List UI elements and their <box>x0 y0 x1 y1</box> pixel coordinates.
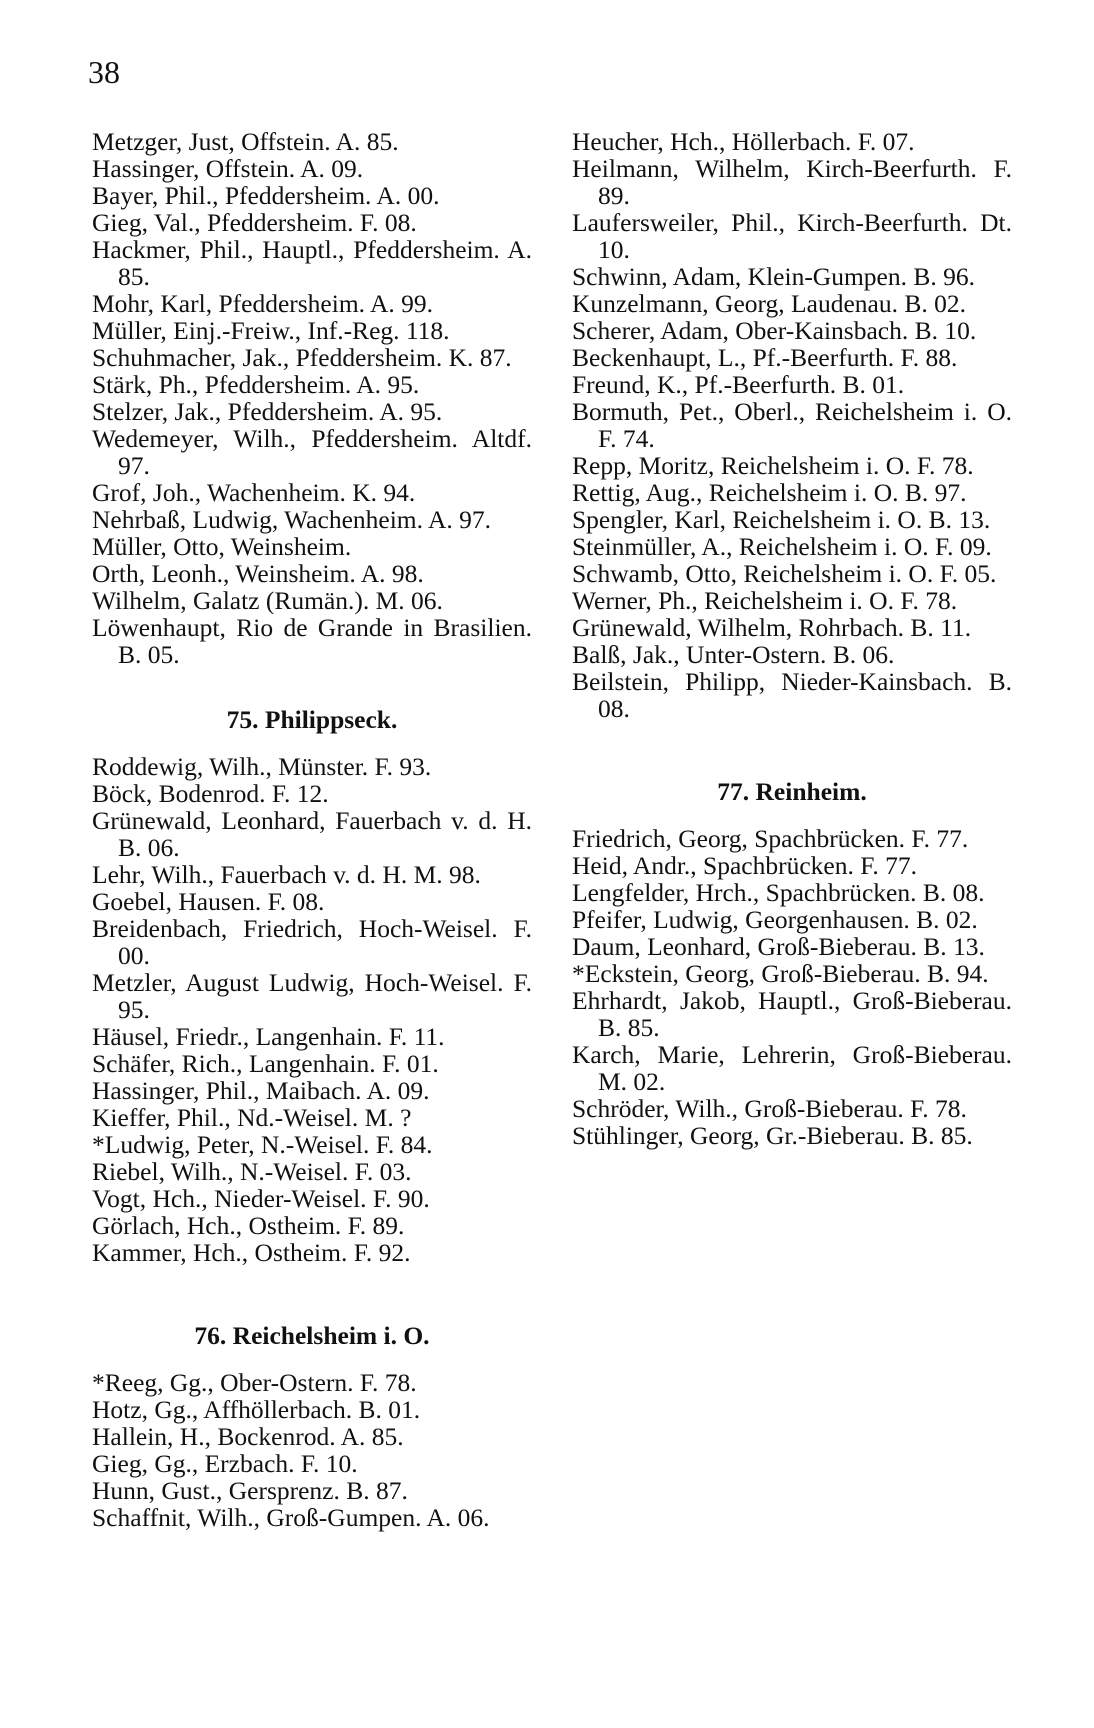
directory-entry: Löwenhaupt, Rio de Grande in Brasilien. B. 05. <box>92 613 532 669</box>
directory-entry: Kammer, Hch., Ostheim. F. 92. <box>92 1238 411 1267</box>
section-76-entries-continued <box>572 128 1012 722</box>
directory-entry: Müller, Otto, Weinsheim. <box>92 532 352 561</box>
directory-entry: Karch, Marie, Lehrerin, Groß-Bieberau. M. 02. <box>572 1040 1012 1096</box>
directory-entry: Heid, Andr., Spachbrücken. F. 77. <box>572 851 917 880</box>
directory-entry: Hallein, H., Bockenrod. A. 85. <box>92 1422 404 1451</box>
directory-entry: Stühlinger, Georg, Gr.-Bieberau. B. 85. <box>572 1121 973 1150</box>
directory-entry: Lengfelder, Hrch., Spachbrücken. B. 08. <box>572 878 985 907</box>
directory-entry: Schuhmacher, Jak., Pfeddersheim. K. 87. <box>92 343 512 372</box>
section-77-entries <box>572 825 1012 1149</box>
directory-entry: Orth, Leonh., Weinsheim. A. 98. <box>92 559 424 588</box>
left-entries-top <box>92 128 532 668</box>
directory-entry: Nehrbaß, Ludwig, Wachenheim. A. 97. <box>92 505 492 534</box>
directory-entry: Schröder, Wilh., Groß-Bieberau. F. 78. <box>572 1094 967 1123</box>
directory-entry: Grof, Joh., Wachenheim. K. 94. <box>92 478 416 507</box>
directory-entry: Häusel, Friedr., Langenhain. F. 11. <box>92 1022 445 1051</box>
directory-entry: Gieg, Val., Pfeddersheim. F. 08. <box>92 208 417 237</box>
directory-entry: Hassinger, Phil., Maibach. A. 09. <box>92 1076 430 1105</box>
directory-entry: Müller, Einj.-Freiw., Inf.-Reg. 118. <box>92 316 450 345</box>
directory-entry: Hotz, Gg., Affhöllerbach. B. 01. <box>92 1395 421 1424</box>
directory-entry: Lehr, Wilh., Fauerbach v. d. H. M. 98. <box>92 860 481 889</box>
directory-entry: Kunzelmann, Georg, Laudenau. B. 02. <box>572 289 966 318</box>
directory-entry: Goebel, Hausen. F. 08. <box>92 887 325 916</box>
directory-entry: Ehrhardt, Jakob, Hauptl., Groß-Bieberau. B. 85. <box>572 986 1012 1042</box>
directory-entry: Hassinger, Offstein. A. 09. <box>92 154 364 183</box>
directory-entry: *Reeg, Gg., Ober-Ostern. F. 78. <box>92 1368 417 1397</box>
directory-entry: Grünewald, Leonhard, Fauerbach v. d. H. B. 06. <box>92 806 532 862</box>
directory-entry: *Eckstein, Georg, Groß-Bieberau. B. 94. <box>572 959 989 988</box>
directory-entry: Kieffer, Phil., Nd.-Weisel. M. ? <box>92 1103 412 1132</box>
directory-entry: Repp, Moritz, Reichelsheim i. O. F. 78. <box>572 451 974 480</box>
directory-entry: Beilstein, Philipp, Nieder-Kainsbach. B. 08. <box>572 667 1012 723</box>
directory-entry: Vogt, Hch., Nieder-Weisel. F. 90. <box>92 1184 430 1213</box>
directory-entry: Mohr, Karl, Pfeddersheim. A. 99. <box>92 289 434 318</box>
directory-entry: Daum, Leonhard, Groß-Bieberau. B. 13. <box>572 932 985 961</box>
directory-entry: Pfeifer, Ludwig, Georgenhausen. B. 02. <box>572 905 978 934</box>
section-76-entries <box>92 1369 532 1531</box>
directory-entry: Schwamb, Otto, Reichelsheim i. O. F. 05. <box>572 559 997 588</box>
directory-entry: Hunn, Gust., Gersprenz. B. 87. <box>92 1476 408 1505</box>
directory-entry: Heilmann, Wilhelm, Kirch-Beerfurth. F. 89. <box>572 154 1012 210</box>
directory-entry: Beckenhaupt, L., Pf.-Beerfurth. F. 88. <box>572 343 958 372</box>
directory-entry: Heucher, Hch., Höllerbach. F. 07. <box>572 127 915 156</box>
directory-entry: Riebel, Wilh., N.-Weisel. F. 03. <box>92 1157 412 1186</box>
directory-entry: Freund, K., Pf.-Beerfurth. B. 01. <box>572 370 905 399</box>
directory-entry: Gieg, Gg., Erzbach. F. 10. <box>92 1449 358 1478</box>
section-heading-75: 75. Philippseck. <box>226 705 398 734</box>
directory-entry: Böck, Bodenrod. F. 12. <box>92 779 329 808</box>
directory-entry: Roddewig, Wilh., Münster. F. 93. <box>92 752 432 781</box>
section-75-entries <box>92 753 532 1266</box>
directory-entry: Wedemeyer, Wilh., Pfeddersheim. Altdf. 97. <box>92 424 532 480</box>
page-number: 38 <box>88 54 120 90</box>
directory-entry: Wilhelm, Galatz (Rumän.). M. 06. <box>92 586 443 615</box>
directory-entry: Schäfer, Rich., Langenhain. F. 01. <box>92 1049 439 1078</box>
left-column <box>92 128 532 1531</box>
directory-entry: Bayer, Phil., Pfeddersheim. A. 00. <box>92 181 440 210</box>
section-heading-76: 76. Reichelsheim i. O. <box>194 1321 430 1350</box>
directory-entry: Schaffnit, Wilh., Groß-Gumpen. A. 06. <box>92 1503 490 1532</box>
directory-entry: Balß, Jak., Unter-Ostern. B. 06. <box>572 640 895 669</box>
directory-entry: Stärk, Ph., Pfeddersheim. A. 95. <box>92 370 420 399</box>
directory-entry: Werner, Ph., Reichelsheim i. O. F. 78. <box>572 586 958 615</box>
directory-entry: Friedrich, Georg, Spachbrücken. F. 77. <box>572 824 969 853</box>
directory-entry: Grünewald, Wilhelm, Rohrbach. B. 11. <box>572 613 972 642</box>
directory-entry: Rettig, Aug., Reichelsheim i. O. B. 97. <box>572 478 967 507</box>
directory-entry: Bormuth, Pet., Oberl., Reichelsheim i. O. F. 74. <box>572 397 1012 453</box>
directory-entry: Breidenbach, Friedrich, Hoch-Weisel. F. 00. <box>92 914 532 970</box>
directory-entry: Görlach, Hch., Ostheim. F. 89. <box>92 1211 405 1240</box>
directory-entry: Laufersweiler, Phil., Kirch-Beerfurth. Dt. 10. <box>572 208 1012 264</box>
directory-entry: Steinmüller, A., Reichelsheim i. O. F. 09. <box>572 532 992 561</box>
directory-entry: *Ludwig, Peter, N.-Weisel. F. 84. <box>92 1130 433 1159</box>
directory-entry: Spengler, Karl, Reichelsheim i. O. B. 13. <box>572 505 991 534</box>
directory-entry: Metzger, Just, Offstein. A. 85. <box>92 127 399 156</box>
directory-entry: Scherer, Adam, Ober-Kainsbach. B. 10. <box>572 316 977 345</box>
directory-entry: Schwinn, Adam, Klein-Gumpen. B. 96. <box>572 262 976 291</box>
right-column <box>572 128 1012 1149</box>
directory-entry: Stelzer, Jak., Pfeddersheim. A. 95. <box>92 397 443 426</box>
directory-entry: Hackmer, Phil., Hauptl., Pfeddersheim. A. 85. <box>92 235 532 291</box>
section-heading-77: 77. Reinheim. <box>717 777 867 806</box>
directory-entry: Metzler, August Ludwig, Hoch-Weisel. F. 95. <box>92 968 532 1024</box>
